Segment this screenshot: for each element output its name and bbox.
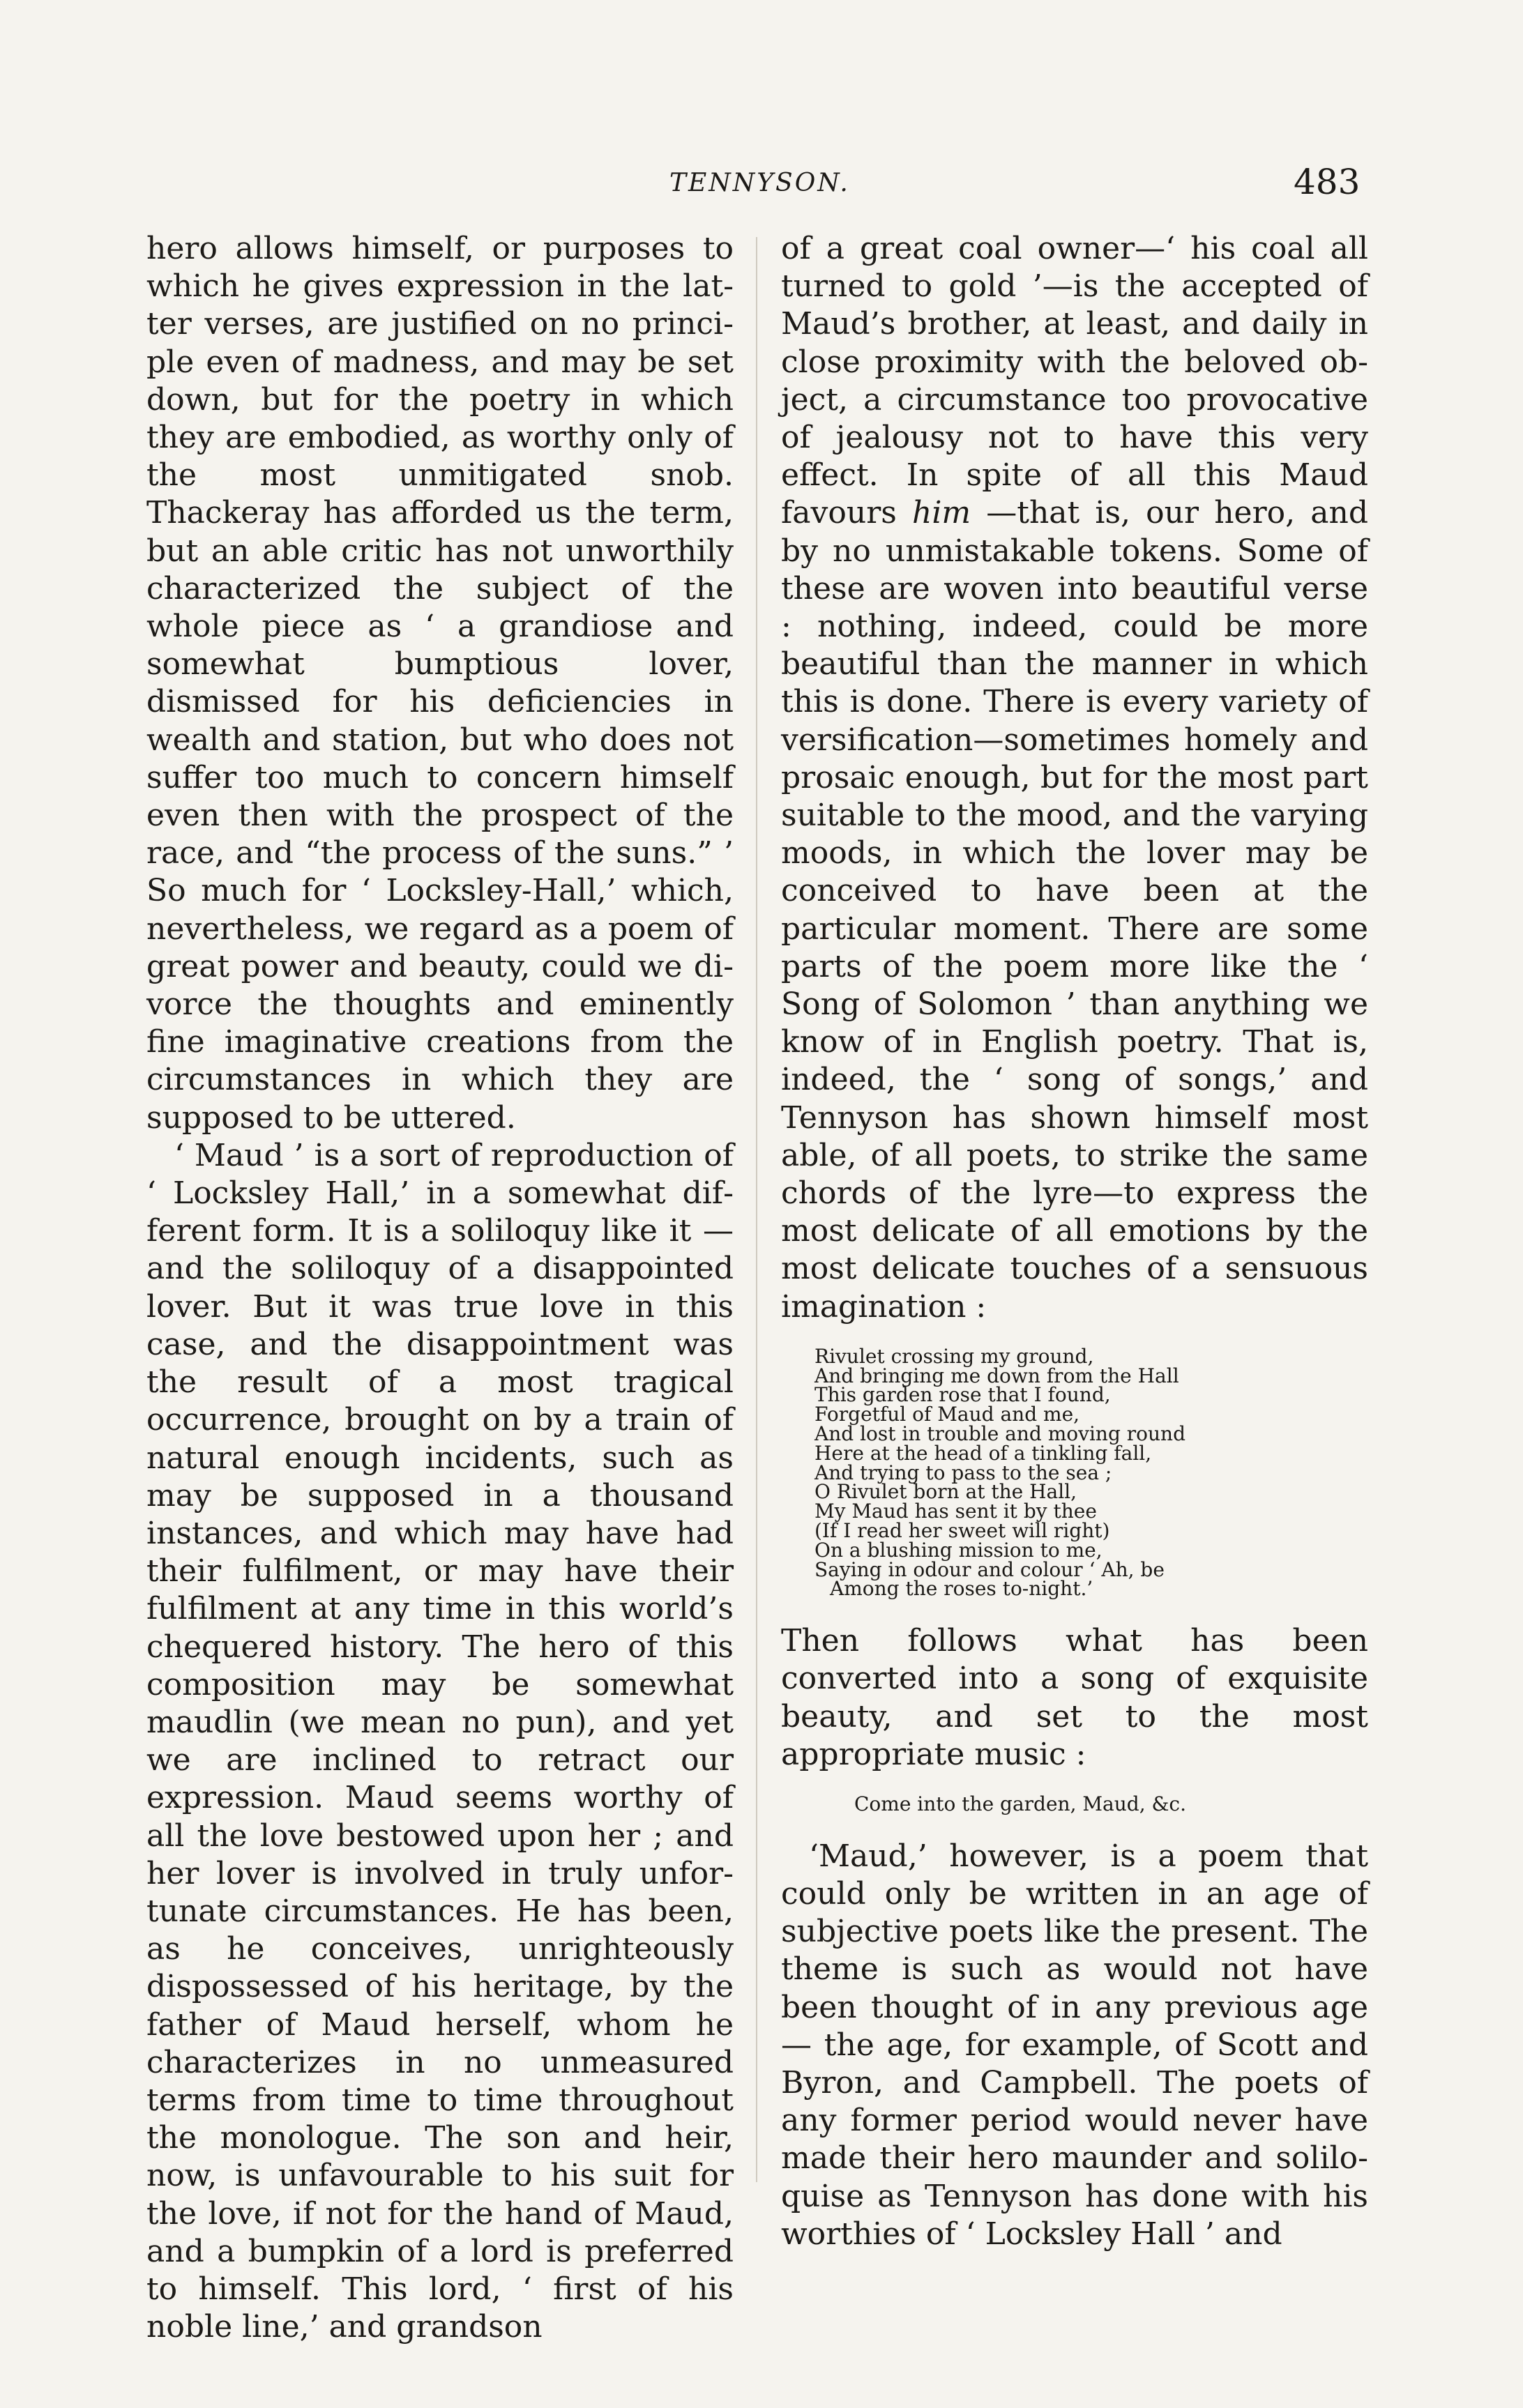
left-paragraph-2: ‘ Maud ’ is a sort of reproduction of ‘ Locksley Hall,’ in a somewhat different form. It is a soliloquy like it —and the soliloquy of a disappointed lover. But it was true love in this case, and the disappointment was the result of a most tragical occurrence, brought on by a train of natural enough incidents, such as may be supposed in a thousand instances, and which may have had their fulfilment, or may have their fulfilment at any time in this world’s chequered history. The hero of this composition may be somewhat maudlin (we mean no pun), and yet we are inclined to retract our expression. Maud seems worthy of all the love bestowed upon her ; and her lover is involved in truly unfortunate circumstances. He has been, as he conceives, unrighteously dispossessed of his heritage, by the father of Maud herself, whom he characterizes in no unmeasured terms from time to time throughout the monologue. The son and heir, now, is unfavourable to his suit for the love, if not for the hand of Maud, and a bumpkin of a lord is preferred to himself. This lord, ‘ first of his noble line,’ and grandson [146,1137,734,2345]
right-paragraph-1-part-a: of a great coal owner—‘ his coal all turned to gold ’—is the accepted of Maud’s brother, at least, and daily in close proximity with the beloved object, a circumstance too provocative of jealousy not to have this very effect. In spite of all this Maud favours [781,231,1368,531]
verse-line: And bringing me down from the Hall [814,1364,1179,1387]
running-title: TENNYSON. [669,169,850,197]
column-divider [756,237,757,2182]
right-paragraph-3: ‘Maud,’ however, is a poem that could only be written in an age of subjective poets like the present. The theme is such as would not have been thought of in any previous age— the age, for example, of Scott and Byron, and Campbell. The poets of any former period would never have made their hero maunder and soliloquise as Tennyson has done with his worthies of ‘ Locksley Hall ’ and [781,1838,1368,2252]
verse-line: Among the roses to-night.’ [830,1577,1093,1601]
page-number: 483 [1294,162,1361,202]
running-head [0,162,1523,211]
song-quotation-line: Come into the garden, Maud, &c. [854,1792,1187,1816]
verse-line: And lost in trouble and moving round [814,1422,1185,1446]
song-quotation [854,1794,1368,1814]
right-paragraph-2: Then follows what has been converted into a song of exquisite beauty, and set to the most appropriate music : [781,1623,1368,1772]
right-paragraph-1 [781,230,1368,1326]
right-column [781,230,1368,2253]
left-column [146,230,734,2346]
verse-line: O Rivulet born at the Hall, [814,1480,1077,1504]
verse-line: Saying in odour and colour ‘ Ah, be [814,1557,1165,1581]
emphasis-him: him [911,495,971,531]
verse-line: On a blushing mission to me, [814,1538,1103,1562]
right-paragraph-1-part-b: —that is, our hero, and by no unmistakable tokens. Some of these are woven into beautiful verse : nothing, indeed, could be more beautiful than the manner in which this is done. There is every variety of versification—sometimes homely and prosaic enough, but for the most part suitable to the mood, and the varying moods, in which the lover may be conceived to have been at the particular moment. There are some parts of the poem more like the ‘ Song of Solomon ’ than anything we know of in English poetry. That is, indeed, the ‘ song of songs,’ and Tennyson has shown himself most able, of all poets, to strike the same chords of the lyre—to express the most delicate of all emotions by the most delicate touches of a sensuous imagination : [781,495,1368,1325]
verse-line: Forgetful of Maud and me, [814,1403,1080,1426]
verse-line: And trying to pass to the sea ; [814,1461,1112,1484]
verse-line: Here at the head of a tinkling fall, [814,1441,1152,1465]
verse-line: (If I read her sweet will right) [814,1519,1110,1543]
verse-line: This garden rose that I found, [814,1383,1111,1407]
left-paragraph-1: hero allows himself, or purposes to which he gives expression in the latter verses, are justified on no principle even of madness, and may be set down, but for the poetry in which they are embodied, as worthy only of the most unmitigated snob. Thackeray has afforded us the term, but an able critic has not unworthily characterized the subject of the whole piece as ‘ a grandiose and somewhat bumptious lover, dismissed for his deficiencies in wealth and station, but who does not suffer too much to concern himself even then with the prospect of the race, and “the process of the suns.” ’ So much for ‘ Locksley-Hall,’ which, nevertheless, we regard as a poem of great power and beauty, could we divorce the thoughts and eminently fine imaginative creations from the circumstances in which they are supposed to be uttered. [146,231,734,1136]
verse-quotation [814,1344,1368,1601]
verse-line: Rivulet crossing my ground, [814,1344,1094,1368]
verse-line: My Maud has sent it by thee [814,1500,1097,1523]
